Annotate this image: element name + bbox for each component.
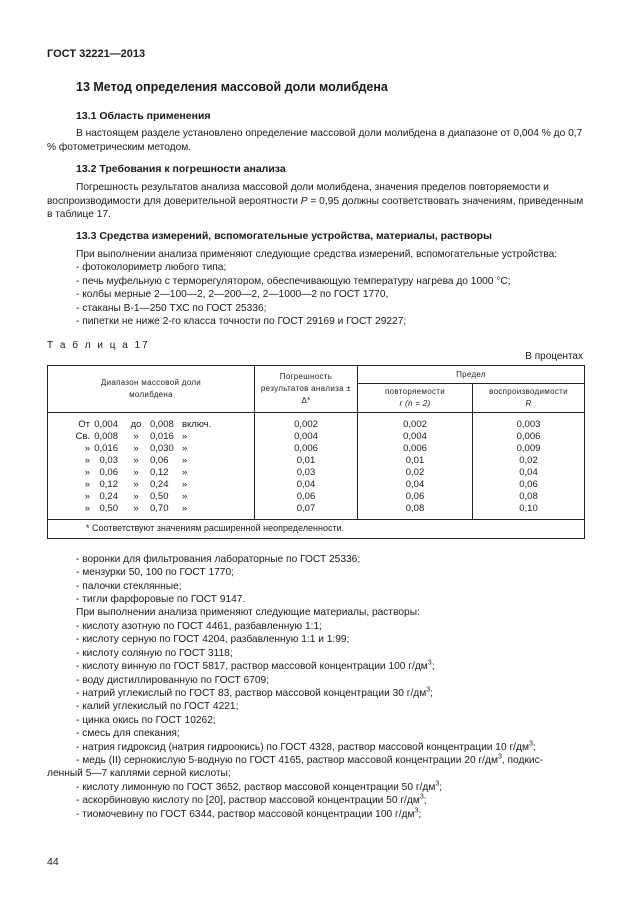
paragraph-13-1: В настоящем разделе установлено определение массовой доли молибдена в диапазоне от 0,004 % до 0,7 % фотометрическим методом.: [47, 128, 583, 153]
header-reproducibility: воспроизводимости R: [473, 384, 585, 413]
header-error: Погрешность результатов анализа ± Δ*: [255, 366, 358, 413]
list-item: - тиомочевину по ГОСТ 6344, раствор массовой концентрации 100 $г/дм^3$;: [76, 807, 422, 820]
list-item: - печь муфельную с терморегулятором, обеспечивающую температуру нагрева до 1000 °С;: [76, 276, 511, 287]
list-item: - воду дистиллированную по ГОСТ 6709;: [76, 675, 270, 686]
list-item: - мензурки 50, 100 по ГОСТ 1770;: [76, 567, 234, 578]
list-item: - натрий углекислый по ГОСТ 83, раствор массовой концентрации 30 $г/дм^3$;: [76, 686, 434, 699]
data-table-17: [47, 365, 585, 539]
paragraph-13-2: Погрешность результатов анализа массовой доли молибдена, значения пределов повторяемости и воспроизводимости для доверительной вероятности P = 0,95 должны соответствовать значениям, приведенным в таблице 17.: [47, 182, 584, 220]
page-number: 44: [47, 856, 59, 868]
header-limit: Предел: [358, 366, 585, 384]
subsection-title-13-3: 13.3 Средства измерений, вспомогательные устройства, материалы, растворы: [76, 230, 493, 242]
section-title: 13 Метод определения массовой доли молибдена: [76, 80, 388, 94]
list-item: - кислоту серную по ГОСТ 4204, разбавленную 1:1 и 1:99;: [76, 634, 350, 645]
error-column: 0,002 0,004 0,006 0,01 0,03 0,04 0,06 0,07: [255, 413, 358, 520]
list-item: - цинка окись по ГОСТ 10262;: [76, 715, 216, 726]
list-item: - кислоту винную по ГОСТ 5817, раствор массовой концентрации 100 $г/дм^3$;: [76, 659, 435, 672]
range-column: От 0,004 до 0,008 включ. Св. 0,008 » 0,016 » » 0,016 » 0,030 » » 0,03 » 0,06 » » 0,06 » 0,12 » » 0,12 » 0,24 » » 0,24 » 0,50 » » 0,50 » 0,70 »: [48, 413, 255, 520]
list-item: - колбы мерные 2—100—2, 2—200—2, 2—1000—2 по ГОСТ 1770,: [76, 289, 389, 300]
list-item: - воронки для фильтрования лабораторные по ГОСТ 25336;: [76, 554, 361, 565]
subsection-title-13-2: 13.2 Требования к погрешности анализа: [76, 163, 286, 175]
table-unit: В процентах: [525, 351, 583, 362]
table-footnote: * Соответствуют значениям расширенной неопределенности.: [48, 520, 585, 539]
list-item: - пипетки не ниже 2-го класса точности по ГОСТ 29169 и ГОСТ 29227;: [76, 316, 407, 327]
paragraph-13-3-intro: При выполнении анализа применяют следующие средства измерений, вспомогательные устройства:: [76, 249, 558, 260]
table-caption: Т а б л и ц а 17: [47, 340, 150, 351]
list-item: - тигли фарфоровые по ГОСТ 9147.: [76, 594, 246, 605]
list-item: - кислоту соляную по ГОСТ 3118;: [76, 648, 233, 659]
paragraph-materials-intro: При выполнении анализа применяют следующие материалы, растворы:: [76, 607, 420, 618]
repeatability-column: 0,002 0,004 0,006 0,01 0,02 0,04 0,06 0,08: [358, 413, 473, 520]
list-item: - стаканы В-1—250 ТХС по ГОСТ 25336;: [76, 303, 267, 314]
header-range: Диапазон массовой доли молибдена: [48, 366, 255, 413]
reproducibility-column: 0,003 0,006 0,009 0,02 0,04 0,06 0,08 0,10: [473, 413, 585, 520]
list-item: - медь (II) сернокислую 5-водную по ГОСТ 4165, раствор массовой концентрации 20 $г/дм^3$, подкис-: [76, 753, 544, 766]
subsection-title-13-1: 13.1 Область применения: [76, 110, 211, 122]
document-header: ГОСТ 32221—2013: [47, 48, 146, 60]
list-item: - кислоту азотную по ГОСТ 4461, разбавленную 1:1;: [76, 621, 322, 632]
list-item: - кислоту лимонную по ГОСТ 3652, раствор массовой концентрации 50 $г/дм^3$;: [76, 780, 443, 793]
header-repeatability: повторяемости r (n = 2): [358, 384, 473, 413]
list-item: - аскорбиновую кислоту по [20], раствор массовой концентрации 50 $г/дм^3$;: [76, 793, 427, 806]
list-item: - калий углекислый по ГОСТ 4221;: [76, 701, 239, 712]
list-item: - палочки стеклянные;: [76, 581, 182, 592]
list-item: - смесь для спекания;: [76, 728, 180, 739]
list-item: - натрия гидроксид (натрия гидроокись) по ГОСТ 4328, раствор массовой концентрации 10 $г/дм^3$;: [76, 740, 536, 753]
list-item: - фотоколориметр любого типа;: [76, 262, 227, 273]
list-item-continuation: ленный 5—7 каплями серной кислоты;: [47, 768, 231, 779]
